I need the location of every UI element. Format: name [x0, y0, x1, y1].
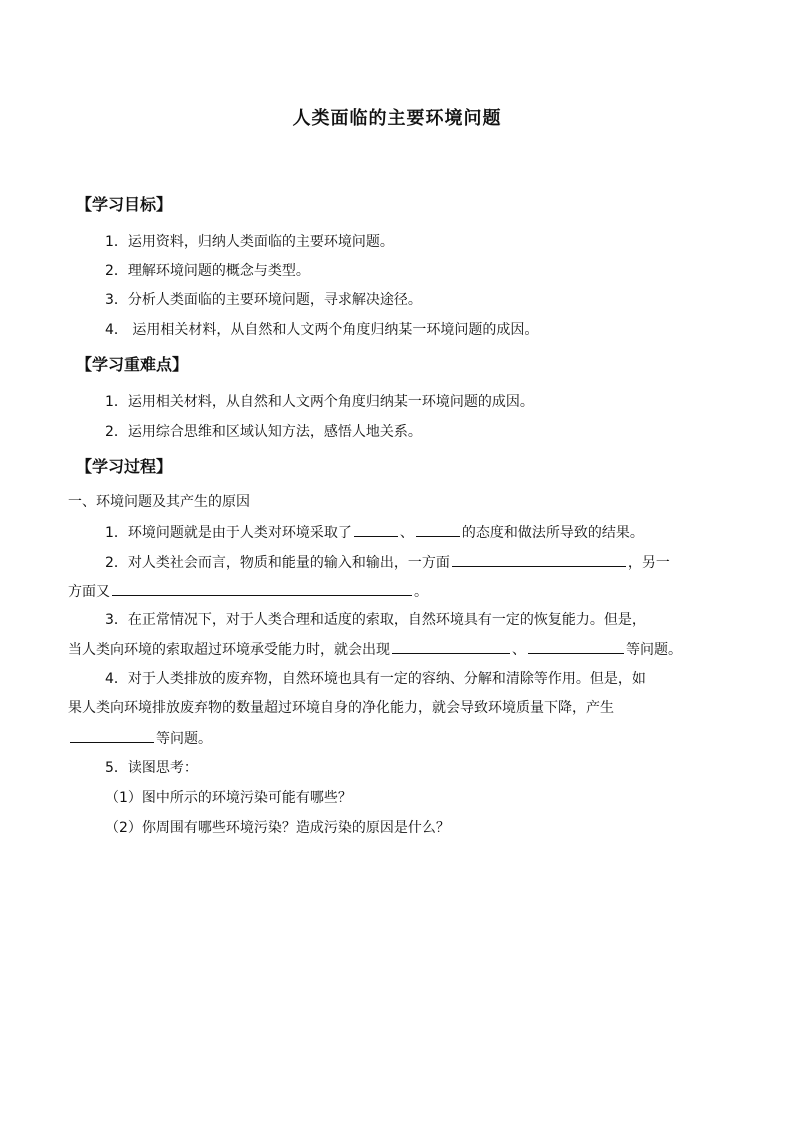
- part1-title: 一、环境问题及其产生的原因: [68, 494, 250, 510]
- question-3-line-1: 3．在正常情况下，对于人类合理和适度的索取，自然环境具有一定的恢复能力。但是，: [105, 612, 646, 628]
- objective-item: 1．运用资料，归纳人类面临的主要环境问题。: [105, 234, 394, 250]
- section-process-heading: 【学习过程】: [76, 457, 173, 476]
- question-5-sub-2: （2）你周围有哪些环境污染？造成污染的原因是什么？: [105, 820, 450, 836]
- fill-blank[interactable]: [416, 522, 460, 537]
- question-5: 5．读图思考：: [105, 760, 198, 776]
- q3-text-b: 当人类向环境的索取超过环境承受能力时，就会出现: [68, 642, 390, 658]
- fill-blank[interactable]: [354, 522, 398, 537]
- q3-separator: 、: [512, 642, 526, 658]
- page-title: 人类面临的主要环境问题: [292, 108, 502, 129]
- fill-blank[interactable]: [70, 728, 154, 743]
- question-5-sub-1: （1）图中所示的环境污染可能有哪些？: [105, 790, 352, 806]
- keypoint-item: 2．运用综合思维和区域认知方法，感悟人地关系。: [105, 424, 422, 440]
- objective-item: 4． 运用相关材料，从自然和人文两个角度归纳某一环境问题的成因。: [105, 322, 539, 338]
- q2-text-c: 方面又: [68, 584, 110, 600]
- section-objectives-heading: 【学习目标】: [76, 195, 173, 214]
- question-4-line-2: 果人类向环境排放废弃物的数量超过环境自身的净化能力，就会导致环境质量下降，产生: [68, 700, 614, 716]
- question-4-line-1: 4．对于人类排放的废弃物，自然环境也具有一定的容纳、分解和清除等作用。但是，如: [105, 671, 646, 687]
- q2-text-b: ，另一: [627, 555, 670, 571]
- keypoint-item: 1．运用相关材料，从自然和人文两个角度归纳某一环境问题的成因。: [105, 394, 534, 410]
- q2-text-d: 。: [414, 584, 428, 600]
- q3-text-c: 等问题。: [626, 642, 682, 658]
- q1-separator: 、: [399, 525, 414, 541]
- objective-item: 3．分析人类面临的主要环境问题，寻求解决途径。: [105, 292, 422, 308]
- fill-blank[interactable]: [528, 639, 624, 654]
- fill-blank[interactable]: [112, 581, 412, 596]
- fill-blank[interactable]: [392, 639, 510, 654]
- q2-text-a: 2．对人类社会而言，物质和能量的输入和输出，一方面: [105, 555, 450, 571]
- fill-blank[interactable]: [452, 552, 626, 567]
- section-keypoints-heading: 【学习重难点】: [76, 355, 189, 374]
- q4-text-c: 等问题。: [156, 731, 212, 747]
- q1-text-a: 1．环境问题就是由于人类对环境采取了: [105, 525, 352, 541]
- question-2-line-1: [105, 552, 670, 573]
- question-3-line-2: [68, 639, 682, 660]
- question-1: [105, 522, 644, 543]
- q1-text-b: 的态度和做法所导致的结果。: [461, 525, 644, 541]
- question-4-line-3: [68, 728, 212, 749]
- objective-item: 2．理解环境问题的概念与类型。: [105, 263, 310, 279]
- question-2-line-2: [68, 581, 428, 602]
